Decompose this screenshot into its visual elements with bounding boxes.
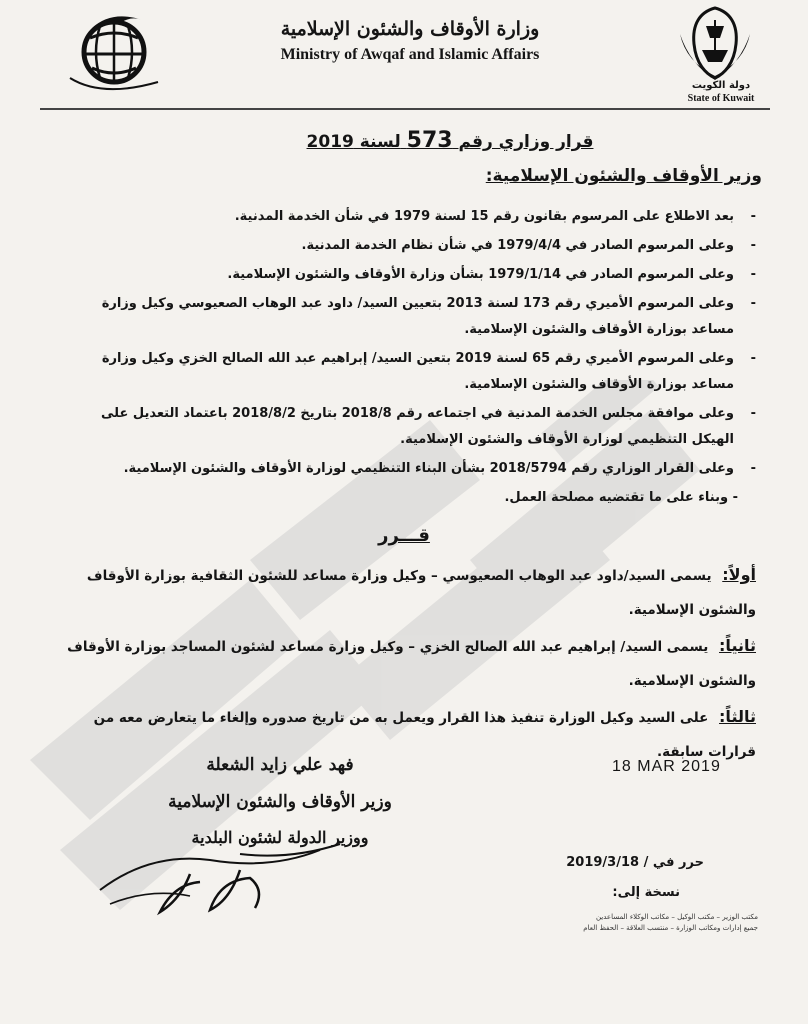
issued-value: 2019/3/18 bbox=[566, 855, 640, 870]
cc-list bbox=[548, 912, 758, 934]
list-item: - وعلى القرار الوزاري رقم 2018/5794 بشأن البناء التنظيمي لوزارة الأوقاف والشئون الإسلامية. bbox=[123, 461, 756, 476]
list-item: - وعلى المرسوم الصادر في 1979/1/14 بشأن وزارة الأوقاف والشئون الإسلامية. bbox=[227, 267, 756, 282]
list-item: - بعد الاطلاع على المرسوم بقانون رقم 15 لسنة 1979 في شأن الخدمة المدنية. bbox=[234, 209, 756, 224]
state-name-arabic: دولة الكويت bbox=[691, 80, 751, 91]
ministry-name-arabic: وزارة الأوقاف والشئون الإسلامية bbox=[280, 18, 540, 40]
articles-list bbox=[56, 558, 756, 771]
ministry-name-english: Ministry of Awqaf and Islamic Affairs bbox=[280, 46, 540, 63]
signatory-title-secondary: ووزير الدولة لشئون البلدية bbox=[191, 828, 369, 847]
decision-suffix: لسنة 2019 bbox=[306, 132, 401, 152]
article-label: ثانياً: bbox=[719, 636, 756, 655]
article-label: أولاً: bbox=[722, 565, 756, 584]
list-item: - وعلى موافقة مجلس الخدمة المدنية في اجتماعه رقم 2018/8 بتاريخ 2018/8/2 باعتماد التعديل على الهيكل التنظيمي لوزارة الأوقاف والشئون الإسلامية. bbox=[100, 406, 756, 447]
decision-number: 573 bbox=[406, 128, 453, 153]
list-item: - وعلى المرسوم الصادر في 1979/4/4 في شأن نظام الخدمة المدنية. bbox=[301, 238, 756, 253]
signatory-name: فهد علي زايد الشعلة bbox=[206, 755, 354, 775]
minister-heading: وزير الأوقاف والشئون الإسلامية: bbox=[485, 166, 762, 186]
decided-heading: قـــرر bbox=[378, 525, 430, 546]
cc-line: جميع إدارات ومكاتب الوزارة – منتسب العلاقة – الحفظ العام bbox=[583, 924, 758, 932]
article-second bbox=[56, 629, 756, 698]
preamble-final: - وبناء على ما تقتضيه مصلحة العمل. bbox=[504, 490, 738, 505]
globe-logo-icon bbox=[62, 8, 162, 98]
signatory-title: وزير الأوقاف والشئون الإسلامية bbox=[168, 792, 392, 812]
decision-prefix: قرار وزاري رقم bbox=[458, 132, 594, 152]
handwritten-signature-icon bbox=[90, 830, 350, 920]
issued-label: حرر في / bbox=[643, 855, 704, 870]
copies-label: نسخة إلى: bbox=[612, 885, 680, 900]
article-label: ثالثاً: bbox=[719, 707, 756, 726]
header-divider bbox=[40, 108, 770, 110]
article-text: يسمى السيد/ إبراهيم عبد الله الصالح الخزي – وكيل وزارة مساعد لشئون المساجد بوزارة الأوقاف والشئون الإسلامية. bbox=[67, 639, 756, 689]
decision-title bbox=[300, 128, 600, 153]
letterhead bbox=[0, 0, 808, 110]
preamble-list bbox=[66, 204, 756, 511]
date-stamp: 18 MAR 2019 bbox=[612, 758, 721, 775]
state-name-english: State of Kuwait bbox=[687, 93, 755, 104]
list-item: - وعلى المرسوم الأميري رقم 173 لسنة 2013 بتعيين السيد/ داود عبد الوهاب الصعيوسي وكيل وزارة مساعد بوزارة الأوقاف والشئون الإسلامية. bbox=[101, 296, 756, 337]
issued-date bbox=[566, 855, 704, 870]
article-text: على السيد وكيل الوزارة تنفيذ هذا القرار ويعمل به من تاريخ صدوره وإلغاء ما يتعارض معه من قرارات سابقة. bbox=[93, 710, 756, 760]
list-item: - وعلى المرسوم الأميري رقم 65 لسنة 2019 بتعين السيد/ إبراهيم عبد الله الصالح الخزي وكيل وزارة مساعد بوزارة الأوقاف والشئون الإسلامية. bbox=[101, 351, 756, 392]
article-first bbox=[56, 558, 756, 627]
cc-line: مكتب الوزير – مكتب الوكيل – مكاتب الوكلاء المساعدين bbox=[595, 913, 758, 921]
article-text: يسمى السيد/داود عبد الوهاب الصعيوسي – وكيل وزارة مساعد للشئون الثقافية بوزارة الأوقاف والشئون الإسلامية. bbox=[86, 568, 756, 618]
